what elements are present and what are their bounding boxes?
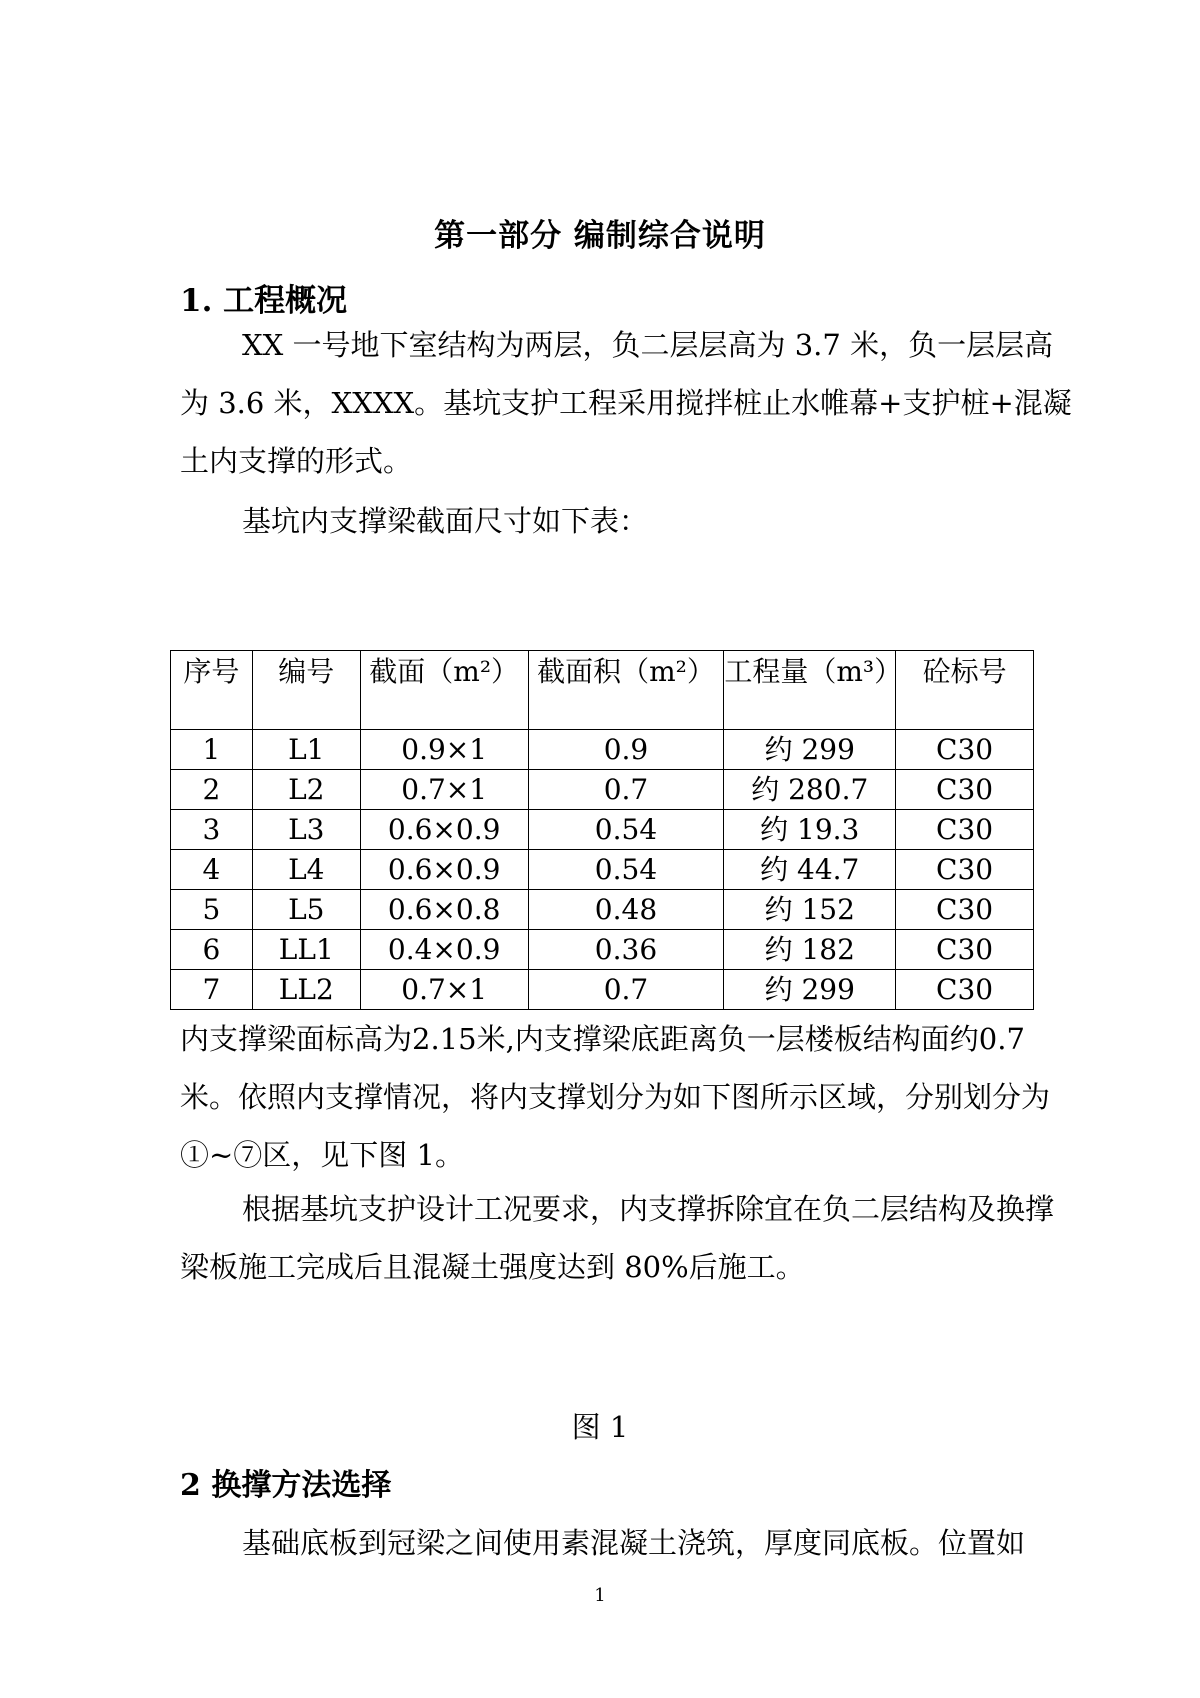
table-row — [171, 770, 1034, 810]
cell-code: LL1 — [252, 930, 360, 970]
cell-section: 0.6×0.9 — [360, 810, 528, 850]
table-row — [171, 970, 1034, 1010]
cell-section-area: 0.9 — [528, 730, 724, 770]
cell-quantity: 约 44.7 — [724, 850, 896, 890]
header-concrete-grade: 砼标号 — [896, 651, 1034, 730]
cell-section-area: 0.7 — [528, 770, 724, 810]
cell-code: LL2 — [252, 970, 360, 1010]
cell-code: L5 — [252, 890, 360, 930]
cell-section-area: 0.7 — [528, 970, 724, 1010]
cell-code: L4 — [252, 850, 360, 890]
table-row — [171, 810, 1034, 850]
cell-quantity: 约 299 — [724, 730, 896, 770]
header-section-area: 截面积（m²） — [528, 651, 724, 730]
cell-concrete-grade: C30 — [896, 810, 1034, 850]
cell-code: L2 — [252, 770, 360, 810]
cell-index: 7 — [171, 970, 253, 1010]
cell-section: 0.4×0.9 — [360, 930, 528, 970]
cell-index: 4 — [171, 850, 253, 890]
cell-index: 5 — [171, 890, 253, 930]
cell-section-area: 0.36 — [528, 930, 724, 970]
table-row — [171, 890, 1034, 930]
header-section: 截面（m²） — [360, 651, 528, 730]
table-intro-block — [180, 492, 1080, 550]
cell-concrete-grade: C30 — [896, 770, 1034, 810]
cell-code: L3 — [252, 810, 360, 850]
header-quantity: 工程量（m³） — [724, 651, 896, 730]
overview-paragraph-block — [180, 316, 1080, 490]
cell-index: 2 — [171, 770, 253, 810]
table-intro-paragraph: 基坑内支撑梁截面尺寸如下表： — [242, 504, 649, 538]
cell-concrete-grade: C30 — [896, 890, 1034, 930]
method-paragraph: 基础底板到冠梁之间使用素混凝土浇筑，厚度同底板。位置如 — [242, 1526, 1026, 1560]
table-row — [171, 930, 1034, 970]
removal-paragraph-block — [180, 1180, 1080, 1296]
cell-concrete-grade: C30 — [896, 930, 1034, 970]
part-title: 第一部分 编制综合说明 — [434, 218, 766, 254]
cell-section: 0.6×0.8 — [360, 890, 528, 930]
table-row — [171, 850, 1034, 890]
overview-paragraph: XX 一号地下室结构为两层，负二层层高为 3.7 米，负一层层高为 3.6 米，XXXX。基坑支护工程采用搅拌桩止水帷幕+支护桩+混凝土内支撑的形式。 — [180, 328, 1072, 478]
header-code: 编号 — [252, 651, 360, 730]
method-paragraph-block — [180, 1514, 1080, 1572]
cell-quantity: 约 182 — [724, 930, 896, 970]
cell-section-area: 0.48 — [528, 890, 724, 930]
elevation-paragraph: 内支撑梁面标高为2.15米,内支撑梁底距离负一层楼板结构面约0.7米。依照内支撑情况，将内支撑划分为如下图所示区域，分别划分为①~⑦区，见下图 1。 — [180, 1022, 1051, 1172]
cell-code: L1 — [252, 730, 360, 770]
section-2-heading: 2 换撑方法选择 — [180, 1468, 392, 1503]
cell-quantity: 约 152 — [724, 890, 896, 930]
cell-section-area: 0.54 — [528, 850, 724, 890]
cell-section: 0.7×1 — [360, 970, 528, 1010]
cell-concrete-grade: C30 — [896, 730, 1034, 770]
cell-quantity: 约 19.3 — [724, 810, 896, 850]
header-index: 序号 — [171, 651, 253, 730]
removal-paragraph: 根据基坑支护设计工况要求，内支撑拆除宜在负二层结构及换撑梁板施工完成后且混凝土强度达到 80%后施工。 — [180, 1192, 1055, 1284]
figure-caption: 图 1 — [571, 1410, 629, 1444]
cell-section-area: 0.54 — [528, 810, 724, 850]
table-row — [171, 730, 1034, 770]
elevation-paragraph-block — [180, 1010, 1080, 1184]
cell-quantity: 约 280.7 — [724, 770, 896, 810]
cell-section: 0.7×1 — [360, 770, 528, 810]
section-1-heading: 1. 工程概况 — [180, 283, 348, 319]
table-header-row — [171, 651, 1034, 730]
cell-concrete-grade: C30 — [896, 850, 1034, 890]
cell-index: 6 — [171, 930, 253, 970]
page-number: 1 — [594, 1585, 606, 1606]
cell-index: 1 — [171, 730, 253, 770]
cell-concrete-grade: C30 — [896, 970, 1034, 1010]
cell-section: 0.9×1 — [360, 730, 528, 770]
cell-section: 0.6×0.9 — [360, 850, 528, 890]
cell-quantity: 约 299 — [724, 970, 896, 1010]
support-beam-table — [170, 650, 1034, 1010]
cell-index: 3 — [171, 810, 253, 850]
